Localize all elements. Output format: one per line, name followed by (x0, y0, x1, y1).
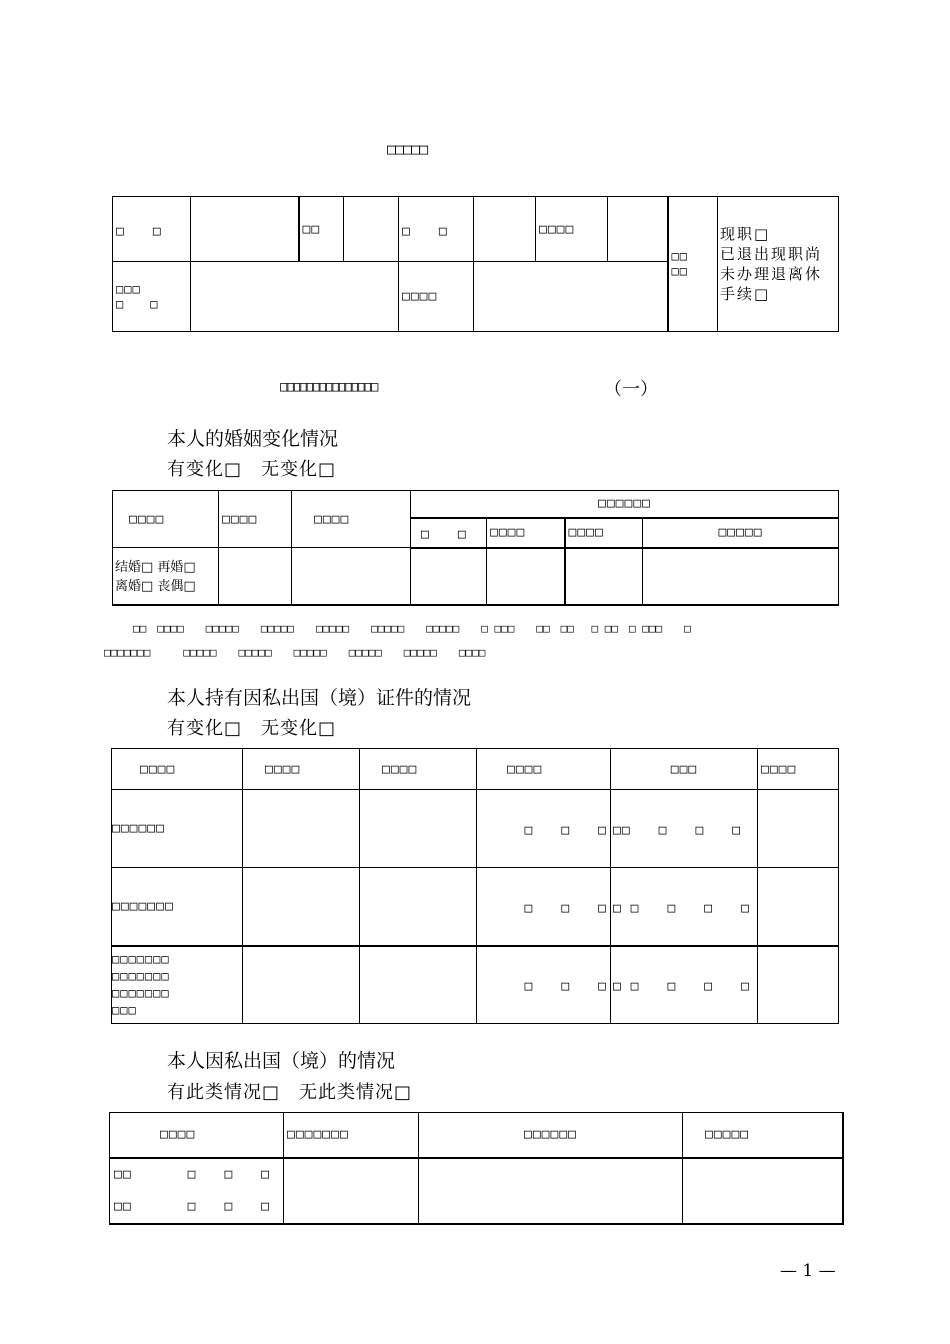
passport-r2-issue[interactable]: □ □ □ (477, 868, 611, 946)
info-table (112, 196, 839, 332)
passport-r1-type: □□□□□□ (112, 790, 243, 868)
status-options[interactable]: 现职□ 已退出现职尚 未办理退离休 手续□ (718, 197, 839, 332)
passport-r3-c3[interactable] (360, 946, 477, 1024)
section-heading: □□□□□□□□□□□□□□□ (280, 379, 377, 395)
page-number: — 1 — (780, 1261, 836, 1281)
travel-h-3: □□□□□□ (419, 1113, 683, 1158)
marriage-cell-4[interactable] (411, 548, 487, 606)
marriage-h-sub1: □ □ (411, 518, 487, 548)
passport-r3-c2[interactable] (243, 946, 360, 1024)
travel-date-to[interactable]: □□ □ □ □ (114, 1198, 271, 1214)
info-r1c2[interactable] (191, 197, 299, 262)
passport-h-6: □□□□ (758, 749, 839, 790)
passport-table (111, 748, 839, 1024)
info-r1c5: □ □ (399, 197, 474, 262)
passport-r2-c6[interactable] (758, 868, 839, 946)
passport-title: 本人持有因私出国（境）证件的情况 (167, 687, 472, 709)
travel-title: 本人因私出国（境）的情况 (167, 1050, 396, 1072)
passport-r1-c6[interactable] (758, 790, 839, 868)
travel-cell-4[interactable] (683, 1158, 843, 1224)
info-r2c1: □□□ □ □ (113, 262, 191, 332)
travel-options[interactable]: 有此类情况□ 无此类情况□ (167, 1082, 413, 1103)
travel-h-4: □□□□□ (683, 1113, 843, 1158)
travel-cell-2[interactable] (284, 1158, 419, 1224)
passport-h-5: □□□ (611, 749, 758, 790)
info-r2c2[interactable] (191, 262, 399, 332)
marriage-note-line1: □□ □□□□ □□□□□ □□□□□ □□□□□ □□□□□ □□□□□ □ □□□ □□ □□ □ □□ □ □□□ □ (133, 622, 691, 635)
marriage-h-col2: □□□□ (219, 491, 292, 548)
passport-h-type: □□□□ (112, 749, 243, 790)
marriage-cell-3[interactable] (292, 548, 411, 606)
marriage-cell-5[interactable] (487, 548, 565, 606)
travel-date-range[interactable] (110, 1158, 284, 1224)
info-r2c4[interactable] (474, 262, 668, 332)
passport-r3-expire[interactable]: □ □ □ □ □ (611, 946, 758, 1024)
passport-r2-type: □□□□□□□ (112, 868, 243, 946)
info-r1c3: □□ (299, 197, 344, 262)
travel-h-1: □□□□ (110, 1113, 284, 1158)
passport-h-2: □□□□ (243, 749, 360, 790)
marriage-h-sub2: □□□□ (487, 518, 565, 548)
marriage-cell-7[interactable] (643, 548, 839, 606)
marriage-title: 本人的婚姻变化情况 (167, 428, 339, 450)
travel-date-from[interactable]: □□ □ □ □ (114, 1166, 271, 1182)
info-r1c1: □ □ (113, 197, 191, 262)
marriage-h-sub4: □□□□□ (643, 518, 839, 548)
passport-r2-c2[interactable] (243, 868, 360, 946)
passport-h-3: □□□□ (360, 749, 477, 790)
info-r1c4[interactable] (344, 197, 399, 262)
passport-r2-expire[interactable]: □ □ □ □ □ (611, 868, 758, 946)
info-r1c8[interactable] (608, 197, 668, 262)
travel-cell-3[interactable] (419, 1158, 683, 1224)
travel-h-2: □□□□□□□ (284, 1113, 419, 1158)
passport-r2-c3[interactable] (360, 868, 477, 946)
info-r2c3: □□□□ (399, 262, 474, 332)
page-title: □□□□□ (387, 140, 428, 158)
passport-r3-c6[interactable] (758, 946, 839, 1024)
status-label: □□ □□ (668, 197, 718, 332)
marriage-table (112, 490, 839, 606)
marriage-cell-2[interactable] (219, 548, 292, 606)
passport-options[interactable]: 有变化□ 无变化□ (167, 718, 337, 739)
passport-r3-type: □□□□□□□ □□□□□□□ □□□□□□□ □□□ (112, 946, 243, 1024)
passport-h-4: □□□□ (477, 749, 611, 790)
info-r1c7: □□□□ (536, 197, 608, 262)
passport-r1-c2[interactable] (243, 790, 360, 868)
marriage-h-col3: □□□□ (292, 491, 411, 548)
marriage-h-col1: □□□□ (113, 491, 219, 548)
info-r1c6[interactable] (474, 197, 536, 262)
travel-table (109, 1112, 844, 1225)
marriage-note-line2: □□□□□□□ □□□□□ □□□□□ □□□□□ □□□□□ □□□□□ □□□□ (104, 646, 486, 659)
marriage-options[interactable]: 有变化□ 无变化□ (167, 459, 337, 480)
marriage-type-options[interactable]: 结婚□ 再婚□ 离婚□ 丧偶□ (113, 548, 219, 606)
passport-r1-expire[interactable]: □□ □ □ □ (611, 790, 758, 868)
marriage-cell-6[interactable] (565, 548, 643, 606)
passport-r1-c3[interactable] (360, 790, 477, 868)
passport-r1-issue[interactable]: □ □ □ (477, 790, 611, 868)
passport-r3-issue[interactable]: □ □ □ (477, 946, 611, 1024)
marriage-h-group: □□□□□□ (411, 491, 839, 518)
marriage-table-bottom-rule (112, 604, 838, 606)
marriage-h-sub3: □□□□ (565, 518, 643, 548)
section-number: （一） (604, 379, 658, 400)
